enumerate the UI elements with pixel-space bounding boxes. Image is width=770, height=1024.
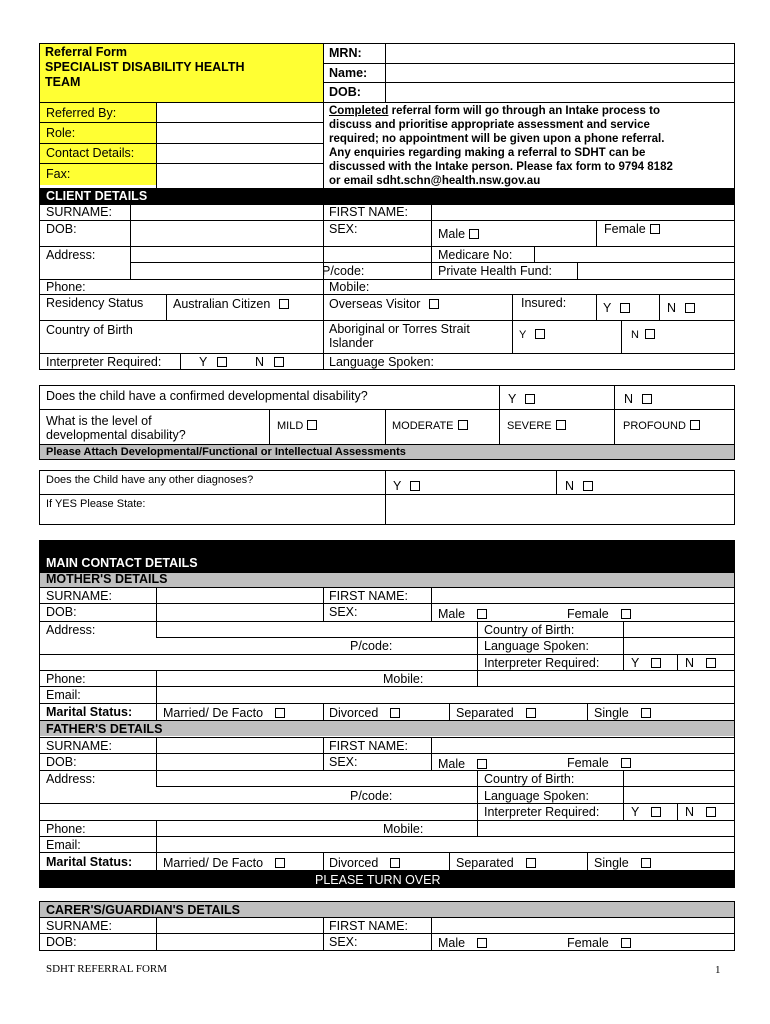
father-dob-label: DOB: bbox=[46, 755, 77, 769]
father-surname-field[interactable] bbox=[157, 738, 322, 752]
disability-no-option[interactable]: N bbox=[624, 392, 652, 406]
diagnoses-yes-option[interactable]: Y bbox=[393, 479, 420, 493]
overseas-visitor-checkbox[interactable] bbox=[429, 299, 439, 309]
profound-option[interactable]: PROFOUND bbox=[623, 419, 700, 433]
dob-field[interactable] bbox=[386, 83, 734, 101]
interpreter-yes-checkbox[interactable] bbox=[217, 357, 227, 367]
other-diagnoses-question: Does the Child have any other diagnoses? bbox=[46, 474, 254, 486]
mother-sex-label: SEX: bbox=[329, 605, 358, 619]
footer-page-number: 1 bbox=[715, 964, 721, 976]
mother-separated-option[interactable]: Separated bbox=[456, 706, 536, 720]
client-first-name-field[interactable] bbox=[432, 205, 734, 219]
contact-details-field[interactable] bbox=[157, 144, 322, 162]
mother-email-label: Email: bbox=[46, 688, 81, 702]
father-interpreter-label: Interpreter Required: bbox=[484, 805, 600, 819]
disability-level-label: What is the level of developmental disability? bbox=[46, 414, 186, 442]
role-label: Role: bbox=[46, 126, 76, 140]
profound-checkbox[interactable] bbox=[690, 420, 700, 430]
mrn-label: MRN: bbox=[329, 46, 362, 60]
father-dob-field[interactable] bbox=[157, 754, 322, 769]
father-single-checkbox[interactable] bbox=[641, 858, 651, 868]
father-mobile-field[interactable] bbox=[478, 821, 734, 835]
name-label: Name: bbox=[329, 66, 368, 80]
mother-single-option[interactable]: Single bbox=[594, 706, 651, 720]
mother-female-option[interactable]: Female bbox=[567, 607, 631, 621]
carer-surname-field[interactable] bbox=[157, 918, 322, 932]
mother-pcode-label: P/code: bbox=[350, 639, 393, 653]
if-yes-state-label: If YES Please State: bbox=[46, 498, 146, 510]
father-male-option[interactable]: Male bbox=[438, 757, 487, 771]
interpreter-no-checkbox[interactable] bbox=[274, 357, 284, 367]
father-interpreter-yes-checkbox[interactable] bbox=[651, 807, 661, 817]
male-option[interactable]: Male bbox=[438, 227, 479, 241]
father-language-field[interactable] bbox=[624, 787, 734, 802]
carer-first-name-field[interactable] bbox=[432, 918, 734, 932]
mother-single-checkbox[interactable] bbox=[641, 708, 651, 718]
mobile-label: Mobile: bbox=[329, 280, 370, 294]
medicare-field[interactable] bbox=[535, 247, 734, 261]
form-title-line-2: SPECIALIST DISABILITY HEALTH bbox=[45, 60, 245, 74]
carer-male-option[interactable]: Male bbox=[438, 936, 487, 950]
mother-first-name-field[interactable] bbox=[432, 588, 734, 602]
mother-country-field[interactable] bbox=[624, 622, 734, 636]
insured-no-checkbox[interactable] bbox=[685, 303, 695, 313]
father-phone-field[interactable] bbox=[157, 821, 376, 835]
father-single-option[interactable]: Single bbox=[594, 856, 651, 870]
mother-separated-checkbox[interactable] bbox=[526, 708, 536, 718]
carer-dob-field[interactable] bbox=[157, 934, 322, 950]
father-first-name-field[interactable] bbox=[432, 738, 734, 752]
mother-interpreter-label: Interpreter Required: bbox=[484, 656, 600, 670]
phone-label: Phone: bbox=[46, 280, 86, 294]
mother-address-field[interactable] bbox=[157, 622, 476, 636]
father-email-label: Email: bbox=[46, 838, 81, 852]
carer-sex-label: SEX: bbox=[329, 935, 358, 949]
aboriginal-yes-checkbox[interactable] bbox=[535, 329, 545, 339]
mother-phone-label: Phone: bbox=[46, 672, 86, 686]
diagnoses-no-option[interactable]: N bbox=[565, 479, 593, 493]
mother-mobile-field[interactable] bbox=[478, 671, 734, 685]
client-country-field[interactable] bbox=[131, 321, 322, 352]
father-country-label: Country of Birth: bbox=[484, 772, 575, 786]
mother-details-heading: MOTHER'S DETAILS bbox=[46, 572, 168, 586]
father-sex-label: SEX: bbox=[329, 755, 358, 769]
role-field[interactable] bbox=[157, 123, 322, 142]
mother-surname-label: SURNAME: bbox=[46, 589, 112, 603]
diagnoses-yes-checkbox[interactable] bbox=[410, 481, 420, 491]
mother-interpreter-no-option[interactable]: N bbox=[685, 656, 716, 670]
mild-checkbox[interactable] bbox=[307, 420, 317, 430]
residency-status-label: Residency Status bbox=[46, 296, 144, 310]
client-address-field[interactable] bbox=[131, 247, 430, 261]
intake-notice: Completed referral form will go through an Intake process to discuss and prioritise appropriate assessment and service required; no appointment will be given upon a phone referral. Any enquiries regarding making a referral to SDHT can be discussed with the Intake person. Please fax form to 9794 8182 or email sdht.schn@health.nsw.gov.au bbox=[329, 105, 673, 187]
client-details-heading: CLIENT DETAILS bbox=[46, 189, 148, 203]
dob-label: DOB: bbox=[46, 222, 77, 236]
client-surname-field[interactable] bbox=[131, 205, 322, 219]
mother-language-field[interactable] bbox=[624, 638, 734, 653]
mother-interpreter-no-checkbox[interactable] bbox=[706, 658, 716, 668]
contact-details-label: Contact Details: bbox=[46, 146, 135, 160]
australian-citizen-checkbox[interactable] bbox=[279, 299, 289, 309]
name-field[interactable] bbox=[386, 64, 734, 82]
private-health-fund-label: Private Health Fund: bbox=[438, 264, 552, 278]
father-marital-status-label: Marital Status: bbox=[46, 855, 133, 869]
father-mobile-label: Mobile: bbox=[383, 822, 424, 836]
private-health-fund-field[interactable] bbox=[578, 263, 734, 278]
father-male-checkbox[interactable] bbox=[477, 759, 487, 769]
mother-mobile-label: Mobile: bbox=[383, 672, 424, 686]
father-female-checkbox[interactable] bbox=[621, 758, 631, 768]
carer-male-checkbox[interactable] bbox=[477, 938, 487, 948]
mother-interpreter-yes-option[interactable]: Y bbox=[631, 656, 661, 670]
mother-dob-label: DOB: bbox=[46, 605, 77, 619]
disability-yes-option[interactable]: Y bbox=[508, 392, 535, 406]
dob-label: DOB: bbox=[329, 85, 361, 99]
mother-male-option[interactable]: Male bbox=[438, 607, 487, 621]
fax-label: Fax: bbox=[46, 167, 71, 181]
father-email-field[interactable] bbox=[157, 837, 734, 851]
disability-yes-checkbox[interactable] bbox=[525, 394, 535, 404]
male-checkbox[interactable] bbox=[469, 229, 479, 239]
father-divorced-option[interactable]: Divorced bbox=[329, 856, 400, 870]
carer-female-checkbox[interactable] bbox=[621, 938, 631, 948]
father-language-label: Language Spoken: bbox=[484, 789, 589, 803]
sex-label: SEX: bbox=[329, 222, 358, 236]
father-interpreter-no-option[interactable]: N bbox=[685, 805, 716, 819]
language-spoken-label: Language Spoken: bbox=[329, 355, 434, 369]
diagnoses-no-checkbox[interactable] bbox=[583, 481, 593, 491]
moderate-option[interactable]: MODERATE bbox=[392, 419, 468, 433]
father-surname-label: SURNAME: bbox=[46, 739, 112, 753]
client-dob-field[interactable] bbox=[131, 221, 322, 245]
mother-marital-status-label: Marital Status: bbox=[46, 705, 133, 719]
disability-no-checkbox[interactable] bbox=[642, 394, 652, 404]
interpreter-yes-option[interactable]: Y bbox=[199, 355, 227, 369]
footer-form-name: SDHT REFERRAL FORM bbox=[46, 963, 168, 975]
carer-dob-label: DOB: bbox=[46, 935, 77, 949]
aboriginal-label: Aboriginal or Torres Strait Islander bbox=[329, 322, 470, 350]
interpreter-no-option[interactable]: N bbox=[255, 355, 284, 369]
insured-yes-option[interactable]: Y bbox=[603, 301, 630, 315]
mother-language-label: Language Spoken: bbox=[484, 639, 589, 653]
address-label: Address: bbox=[46, 248, 96, 262]
please-turn-over: PLEASE TURN OVER bbox=[315, 873, 441, 887]
client-phone-field[interactable] bbox=[131, 280, 322, 293]
carer-first-name-label: FIRST NAME: bbox=[329, 919, 408, 933]
father-address-label: Address: bbox=[46, 772, 96, 786]
form-title-line-3: TEAM bbox=[45, 75, 81, 89]
australian-citizen-option[interactable]: Australian Citizen bbox=[173, 297, 289, 311]
referred-by-field[interactable] bbox=[157, 103, 322, 121]
mother-female-checkbox[interactable] bbox=[621, 609, 631, 619]
severe-option[interactable]: SEVERE bbox=[507, 419, 566, 433]
aboriginal-yes-option[interactable]: Y bbox=[519, 328, 545, 342]
mother-married-option[interactable]: Married/ De Facto bbox=[163, 706, 285, 720]
mother-dob-field[interactable] bbox=[157, 604, 322, 620]
main-contact-heading: MAIN CONTACT DETAILS bbox=[46, 556, 198, 570]
father-married-option[interactable]: Married/ De Facto bbox=[163, 856, 285, 870]
father-pcode-label: P/code: bbox=[350, 789, 393, 803]
father-separated-checkbox[interactable] bbox=[526, 858, 536, 868]
father-address-field[interactable] bbox=[157, 771, 476, 785]
father-interpreter-no-checkbox[interactable] bbox=[706, 807, 716, 817]
father-phone-label: Phone: bbox=[46, 822, 86, 836]
severe-checkbox[interactable] bbox=[556, 420, 566, 430]
country-of-birth-label: Country of Birth bbox=[46, 323, 133, 337]
carer-details-heading: CARER'S/GUARDIAN'S DETAILS bbox=[46, 903, 240, 917]
mother-married-checkbox[interactable] bbox=[275, 708, 285, 718]
attach-assessments-note: Please Attach Developmental/Functional or Intellectual Assessments bbox=[46, 446, 406, 458]
mother-surname-field[interactable] bbox=[157, 588, 322, 602]
female-checkbox[interactable] bbox=[650, 224, 660, 234]
mother-divorced-checkbox[interactable] bbox=[390, 708, 400, 718]
mother-phone-field[interactable] bbox=[157, 671, 376, 685]
mother-interpreter-yes-checkbox[interactable] bbox=[651, 658, 661, 668]
diagnoses-details-field[interactable] bbox=[386, 495, 734, 524]
carer-female-option[interactable]: Female bbox=[567, 936, 631, 950]
pcode-label: P/code: bbox=[322, 264, 365, 278]
mild-option[interactable]: MILD bbox=[277, 419, 317, 433]
mrn-field[interactable] bbox=[386, 44, 734, 62]
insured-yes-checkbox[interactable] bbox=[620, 303, 630, 313]
father-divorced-checkbox[interactable] bbox=[390, 858, 400, 868]
father-first-name-label: FIRST NAME: bbox=[329, 739, 408, 753]
female-option[interactable]: Female bbox=[604, 222, 660, 236]
moderate-checkbox[interactable] bbox=[458, 420, 468, 430]
father-interpreter-yes-option[interactable]: Y bbox=[631, 805, 661, 819]
aboriginal-no-checkbox[interactable] bbox=[645, 329, 655, 339]
insured-label: Insured: bbox=[521, 296, 567, 310]
mother-address-label: Address: bbox=[46, 623, 96, 637]
father-separated-option[interactable]: Separated bbox=[456, 856, 536, 870]
aboriginal-no-option[interactable]: N bbox=[631, 328, 655, 342]
father-details-heading: FATHER'S DETAILS bbox=[46, 722, 163, 736]
carer-surname-label: SURNAME: bbox=[46, 919, 112, 933]
mother-divorced-option[interactable]: Divorced bbox=[329, 706, 400, 720]
referred-by-label: Referred By: bbox=[46, 106, 117, 120]
form-title-line-1: Referral Form bbox=[45, 45, 127, 59]
mother-male-checkbox[interactable] bbox=[477, 609, 487, 619]
mother-country-label: Country of Birth: bbox=[484, 623, 575, 637]
father-female-option[interactable]: Female bbox=[567, 756, 631, 770]
confirmed-disability-question: Does the child have a confirmed developmental disability? bbox=[46, 389, 368, 403]
mother-email-field[interactable] bbox=[157, 687, 734, 702]
first-name-label: FIRST NAME: bbox=[329, 205, 408, 219]
medicare-label: Medicare No: bbox=[438, 248, 513, 262]
father-country-field[interactable] bbox=[624, 771, 734, 785]
fax-field[interactable] bbox=[157, 164, 322, 188]
father-married-checkbox[interactable] bbox=[275, 858, 285, 868]
interpreter-required-label: Interpreter Required: bbox=[46, 355, 162, 369]
overseas-visitor-option[interactable]: Overseas Visitor bbox=[329, 297, 439, 311]
mother-first-name-label: FIRST NAME: bbox=[329, 589, 408, 603]
surname-label: SURNAME: bbox=[46, 205, 112, 219]
insured-no-option[interactable]: N bbox=[667, 301, 695, 315]
